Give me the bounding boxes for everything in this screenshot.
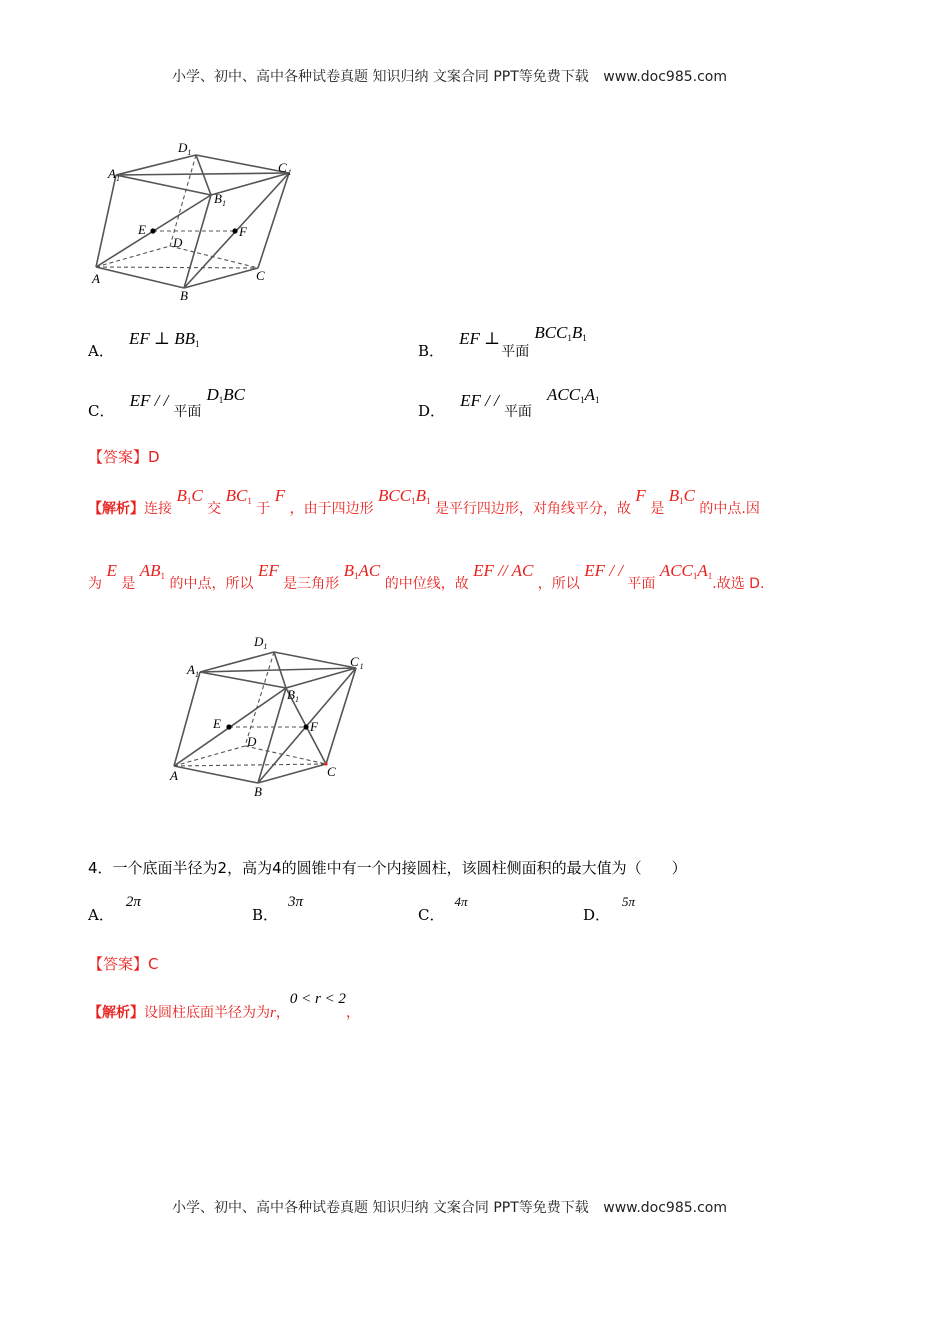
- option-math: EF / /: [460, 391, 499, 410]
- svg-text:B1: $B_1$: [214, 191, 226, 208]
- option-b[interactable]: [418, 323, 587, 360]
- svg-text:E: E: [213, 716, 221, 731]
- svg-text:C1: $C_1$: [350, 654, 364, 671]
- option-letter: C．: [88, 402, 115, 420]
- footer-url[interactable]: www.doc985.com: [603, 1200, 727, 1216]
- svg-text:C: C: [327, 764, 336, 779]
- option-a[interactable]: [88, 328, 200, 360]
- svg-text:C1: $C_1$: [278, 160, 292, 177]
- option-math-2: D1BC: [206, 385, 245, 405]
- footer-text: 小学、初中、高中各种试卷真题 知识归纳 文案合同 PPT等免费下载: [172, 1200, 589, 1216]
- option-math: EF / /: [129, 391, 169, 410]
- svg-text:D: D: [247, 734, 257, 749]
- header-text: 小学、初中、高中各种试卷真题 知识归纳 文案合同 PPT等免费下载: [172, 69, 589, 85]
- header-url[interactable]: www.doc985.com: [603, 69, 727, 85]
- svg-text:D1: $D_1$: [178, 140, 192, 157]
- q4-option-d[interactable]: D．5π: [583, 894, 636, 924]
- svg-text:F: F: [310, 719, 318, 734]
- page-header: [172, 66, 727, 86]
- option-text: 平面: [503, 404, 532, 420]
- q4-analysis: 【解析】设圆柱底面半径为为r，0 < r < 2，: [88, 991, 360, 1021]
- parallelepiped-figure-2: [160, 628, 380, 803]
- q4-option-c[interactable]: C．4π: [418, 894, 468, 924]
- point-f: [232, 228, 237, 233]
- option-letter: B．: [418, 342, 445, 360]
- q3-answer: 【答案】D: [88, 448, 160, 466]
- option-text: 平面: [173, 404, 202, 420]
- option-text: 平面: [501, 344, 530, 360]
- q4-option-b[interactable]: B．3π: [252, 894, 304, 924]
- svg-text:E: E: [138, 222, 146, 237]
- svg-text:D: D: [173, 235, 183, 250]
- page-footer: [172, 1197, 727, 1217]
- svg-text:A1: $A_1$: [187, 662, 199, 679]
- svg-text:A: A: [170, 768, 178, 783]
- svg-text:B: B: [254, 784, 262, 799]
- option-math: EF ⊥ BB1: [128, 329, 200, 349]
- svg-text:A1: $A_1$: [108, 166, 120, 183]
- svg-text:B1: $B_1$: [287, 687, 299, 704]
- option-c[interactable]: [88, 385, 245, 420]
- option-math-2: ACC1A1: [547, 385, 600, 405]
- option-letter: D．: [418, 402, 446, 420]
- option-math: EF ⊥: [459, 329, 501, 348]
- svg-text:A: A: [92, 271, 100, 286]
- svg-text:D1: $D_1$: [254, 634, 268, 651]
- point-e: [150, 228, 155, 233]
- parallelepiped-figure-1: [80, 135, 310, 310]
- svg-text:F: F: [239, 224, 247, 239]
- option-math-2: BCC1B1: [534, 323, 587, 343]
- q3-analysis-line-1: 【解析】连接 B1C 交 BC1 于 F ，由于四边形 BCC1B1 是平行四边形，对角线平分，故 F 是 B1C 的中点.因: [88, 486, 760, 517]
- q4-option-a[interactable]: A．2π: [88, 894, 141, 924]
- option-d[interactable]: [418, 385, 600, 420]
- q3-analysis-line-2: 为 E 是 AB1 的中点，所以 EF 是三角形 B1AC 的中位线，故 EF // AC ，所以 EF / / 平面 ACC1A1.故选 D.: [88, 561, 765, 592]
- option-letter: A．: [88, 342, 114, 360]
- svg-text:C: C: [256, 268, 265, 283]
- q4-question: 4．一个底面半径为2，高为4的圆锥中有一个内接圆柱，该圆柱侧面积的最大值为（ ）: [88, 859, 687, 877]
- q4-answer: 【答案】C: [88, 955, 159, 973]
- svg-text:B: B: [180, 288, 188, 303]
